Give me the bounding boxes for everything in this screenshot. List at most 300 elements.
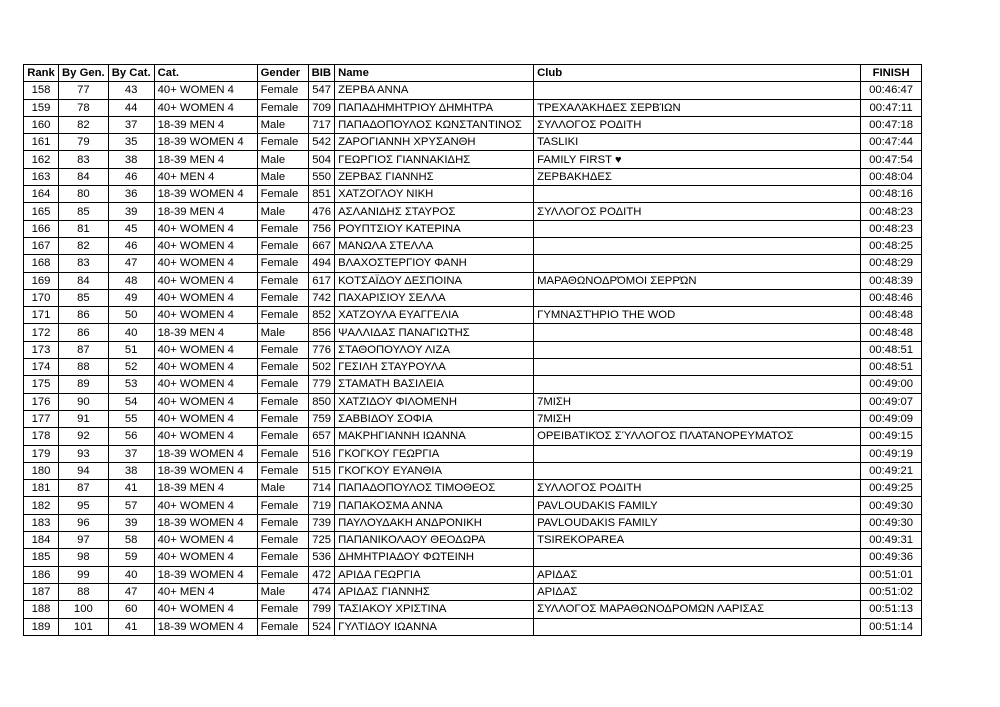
- category-cell: [154, 116, 257, 133]
- name-cell: [335, 462, 534, 479]
- bib-cell-text: 504: [312, 153, 332, 166]
- category-cell: [154, 272, 257, 289]
- by-gen-cell-text: 80: [77, 188, 90, 201]
- gender-cell-text: Male: [260, 482, 286, 495]
- rank-cell-text: 188: [31, 603, 51, 616]
- club-cell: [534, 359, 861, 376]
- by-gen-cell: [59, 341, 109, 358]
- rank-cell-text: 174: [31, 361, 51, 374]
- gender-cell-text: Female: [260, 430, 299, 443]
- category-cell-text: 18-39 MEN 4: [157, 482, 225, 495]
- by-gen-cell: [59, 186, 109, 203]
- club-cell: [534, 393, 861, 410]
- name-cell-text: ΔΗΜΗΤΡΙΑΔΟΥ ΦΩΤΕΙΝΗ: [338, 551, 475, 564]
- bib-cell-text: 547: [312, 84, 332, 97]
- bib-cell: [308, 359, 334, 376]
- rank-cell: [24, 601, 59, 618]
- col-cat-header: Cat.: [154, 65, 257, 82]
- rank-cell-text: 184: [31, 534, 51, 547]
- finish-cell: [861, 116, 922, 133]
- col-finish-header: FINISH: [861, 65, 922, 82]
- name-cell: [335, 324, 534, 341]
- category-cell: [154, 566, 257, 583]
- gender-cell-text: Female: [260, 188, 299, 201]
- category-cell: [154, 186, 257, 203]
- table-row: [24, 462, 922, 479]
- by-gen-cell-text: 88: [77, 586, 90, 599]
- rank-cell: [24, 134, 59, 151]
- by-cat-cell: [108, 116, 154, 133]
- gender-cell: [257, 99, 308, 116]
- finish-cell-text: 00:48:39: [869, 274, 914, 287]
- col-name-header: Name: [335, 65, 534, 82]
- by-gen-cell-text: 100: [73, 603, 93, 616]
- category-cell-text: 18-39 WOMEN 4: [157, 620, 244, 633]
- by-cat-cell-text: 46: [124, 240, 138, 253]
- category-cell: [154, 445, 257, 462]
- by-gen-cell-text: 98: [77, 551, 90, 564]
- name-cell: [335, 480, 534, 497]
- club-cell: [534, 307, 861, 324]
- gender-cell-text: Male: [260, 153, 286, 166]
- rank-cell: [24, 255, 59, 272]
- by-cat-cell: [108, 480, 154, 497]
- club-cell: [534, 549, 861, 566]
- club-cell: [534, 445, 861, 462]
- club-cell: [534, 116, 861, 133]
- by-gen-cell-text: 82: [77, 119, 90, 132]
- by-gen-cell-text: 86: [77, 309, 90, 322]
- gender-cell: [257, 393, 308, 410]
- bib-cell: [308, 410, 334, 427]
- bib-cell-text: 759: [312, 413, 332, 426]
- club-cell: [534, 480, 861, 497]
- category-cell: [154, 549, 257, 566]
- by-gen-cell: [59, 566, 109, 583]
- rank-cell-text: 182: [31, 499, 51, 512]
- rank-cell-text: 172: [31, 326, 51, 339]
- by-cat-cell-text: 46: [124, 170, 138, 183]
- bib-cell-text: 472: [312, 568, 332, 581]
- rank-cell: [24, 272, 59, 289]
- category-cell-text: 40+ WOMEN 4: [157, 499, 234, 512]
- bib-cell-text: 739: [312, 516, 332, 529]
- by-gen-cell: [59, 462, 109, 479]
- category-cell-text: 18-39 MEN 4: [157, 205, 225, 218]
- rank-cell-text: 183: [31, 516, 51, 529]
- by-gen-cell: [59, 237, 109, 254]
- by-cat-cell: [108, 359, 154, 376]
- bib-cell-text: 542: [312, 136, 332, 149]
- finish-cell: [861, 462, 922, 479]
- finish-cell-text: 00:49:07: [869, 395, 914, 408]
- by-cat-cell: [108, 134, 154, 151]
- club-cell: [534, 428, 861, 445]
- by-gen-cell: [59, 601, 109, 618]
- rank-cell: [24, 168, 59, 185]
- by-gen-cell-text: 89: [77, 378, 90, 391]
- name-cell: [335, 134, 534, 151]
- by-cat-cell: [108, 428, 154, 445]
- bib-cell: [308, 220, 334, 237]
- category-cell-text: 18-39 MEN 4: [157, 326, 225, 339]
- club-cell: [534, 203, 861, 220]
- table-row: [24, 324, 922, 341]
- bib-cell-text: 714: [312, 482, 332, 495]
- by-gen-cell: [59, 514, 109, 531]
- bib-cell: [308, 116, 334, 133]
- bib-cell-text: 725: [312, 534, 332, 547]
- finish-cell: [861, 532, 922, 549]
- finish-cell-text: 00:49:36: [869, 551, 914, 564]
- bib-cell-text: 799: [312, 603, 332, 616]
- bib-cell-text: 717: [312, 119, 332, 132]
- col-club-header: Club: [534, 65, 861, 82]
- gender-cell-text: Female: [260, 516, 299, 529]
- finish-cell: [861, 359, 922, 376]
- bib-cell-text: 776: [312, 343, 332, 356]
- gender-cell: [257, 220, 308, 237]
- finish-cell-text: 00:48:48: [869, 326, 914, 339]
- rank-cell-text: 164: [31, 188, 51, 201]
- rank-cell: [24, 151, 59, 168]
- finish-cell-text: 00:51:01: [869, 568, 914, 581]
- rank-cell-text: 187: [31, 586, 51, 599]
- bib-cell-text: 667: [312, 240, 332, 253]
- category-cell: [154, 618, 257, 635]
- by-cat-cell-text: 60: [124, 603, 138, 616]
- heart-icon: ♥: [615, 153, 622, 166]
- by-cat-cell-text: 40: [124, 326, 138, 339]
- name-cell: [335, 514, 534, 531]
- gender-cell: [257, 324, 308, 341]
- gender-cell: [257, 376, 308, 393]
- club-cell-text: TASLIKI: [537, 136, 579, 149]
- gender-cell-text: Female: [260, 84, 299, 97]
- club-cell-text: ΣΥΛΛΟΓΟΣ ΡΟΔΙΤΗ: [537, 482, 642, 495]
- name-cell: [335, 116, 534, 133]
- bib-cell-text: 524: [312, 620, 332, 633]
- name-cell: [335, 376, 534, 393]
- finish-cell: [861, 393, 922, 410]
- by-gen-cell-text: 92: [77, 430, 90, 443]
- gender-cell: [257, 341, 308, 358]
- club-cell: [534, 186, 861, 203]
- table-row: [24, 151, 922, 168]
- name-cell-text: ΣΤΑΘΟΠΟΥΛΟΥ ΛΙΖΑ: [338, 343, 450, 356]
- bib-cell: [308, 186, 334, 203]
- category-cell-text: 40+ WOMEN 4: [157, 292, 234, 304]
- finish-cell-text: 00:49:15: [869, 430, 914, 443]
- rank-cell-text: 160: [31, 119, 51, 132]
- gender-cell-text: Female: [260, 378, 299, 391]
- name-cell: [335, 289, 534, 306]
- by-cat-cell: [108, 618, 154, 635]
- gender-cell-text: Male: [260, 586, 286, 599]
- table-row: [24, 168, 922, 185]
- by-cat-cell-text: 44: [124, 101, 138, 114]
- gender-cell-text: Female: [260, 447, 299, 460]
- finish-cell-text: 00:48:04: [869, 170, 914, 183]
- by-gen-cell: [59, 549, 109, 566]
- by-gen-cell: [59, 272, 109, 289]
- by-gen-cell-text: 83: [77, 257, 90, 270]
- table-row: [24, 445, 922, 462]
- table-row: [24, 116, 922, 133]
- by-cat-cell: [108, 549, 154, 566]
- finish-cell: [861, 566, 922, 583]
- finish-cell-text: 00:49:09: [869, 413, 914, 426]
- finish-cell: [861, 272, 922, 289]
- name-cell-text: ΓΕΩΡΓΙΟΣ ΓΙΑΝΝΑΚΙΔΗΣ: [338, 153, 471, 166]
- table-row: [24, 289, 922, 306]
- category-cell-text: 40+ WOMEN 4: [157, 84, 234, 97]
- category-cell-text: 18-39 WOMEN 4: [157, 568, 244, 581]
- by-cat-cell: [108, 203, 154, 220]
- finish-cell: [861, 289, 922, 306]
- rank-cell-text: 180: [31, 464, 51, 477]
- category-cell-text: 40+ WOMEN 4: [157, 361, 234, 374]
- by-cat-cell: [108, 237, 154, 254]
- finish-cell: [861, 410, 922, 427]
- category-cell-text: 40+ WOMEN 4: [157, 395, 234, 408]
- rank-cell: [24, 393, 59, 410]
- finish-cell-text: 00:48:23: [869, 222, 914, 235]
- name-cell: [335, 410, 534, 427]
- by-cat-cell-text: 59: [124, 551, 138, 564]
- name-cell-text: ΚΟΤΣΑΪΔΟΥ ΔΕΣΠΟΙΝΑ: [338, 274, 463, 287]
- finish-cell-text: 00:48:48: [869, 309, 914, 322]
- rank-cell: [24, 532, 59, 549]
- club-cell-text: ΖΕΡΒΑΚΗΔΕΣ: [537, 170, 612, 183]
- category-cell: [154, 341, 257, 358]
- bib-cell-text: 515: [312, 464, 332, 477]
- bib-cell-text: 550: [312, 170, 332, 183]
- rank-cell: [24, 307, 59, 324]
- by-cat-cell-text: 47: [124, 586, 138, 599]
- rank-cell: [24, 341, 59, 358]
- category-cell-text: 40+ WOMEN 4: [157, 603, 234, 616]
- by-cat-cell-text: 56: [124, 430, 138, 443]
- category-cell-text: 40+ MEN 4: [157, 586, 215, 599]
- table-row: [24, 220, 922, 237]
- by-cat-cell: [108, 532, 154, 549]
- club-cell-text: ΓΥΜΝΑΣΤΉΡΙΟ THE WOD: [537, 309, 676, 322]
- gender-cell-text: Male: [260, 205, 286, 218]
- rank-cell: [24, 583, 59, 600]
- gender-cell-text: Female: [260, 603, 299, 616]
- rank-cell-text: 176: [31, 395, 51, 408]
- finish-cell-text: 00:49:00: [869, 378, 914, 391]
- table-row: [24, 601, 922, 618]
- name-cell-text: ΓΕΣΙΛΗ ΣΤΑΥΡΟΥΛΑ: [338, 361, 446, 374]
- bib-cell: [308, 462, 334, 479]
- gender-cell: [257, 168, 308, 185]
- name-cell-text: ΑΡΙΔΑ ΓΕΩΡΓΙΑ: [338, 568, 421, 581]
- by-gen-cell-text: 91: [77, 413, 90, 426]
- rank-cell-text: 181: [31, 482, 51, 495]
- rank-cell-text: 168: [31, 257, 51, 270]
- col-bib-header: BIB: [308, 65, 334, 82]
- table-row: [24, 186, 922, 203]
- finish-cell: [861, 497, 922, 514]
- finish-cell: [861, 324, 922, 341]
- name-cell-text: ΠΑΥΛΟΥΔΑΚΗ ΑΝΔΡΟΝΙΚΗ: [338, 516, 482, 529]
- name-cell-text: ΧΑΤΖΙΔΟΥ ΦΙΛΟΜΕΝΗ: [338, 395, 457, 408]
- category-cell-text: 40+ WOMEN 4: [157, 413, 234, 426]
- bib-cell: [308, 583, 334, 600]
- gender-cell: [257, 134, 308, 151]
- gender-cell: [257, 532, 308, 549]
- finish-cell: [861, 428, 922, 445]
- by-cat-cell-text: 40: [124, 568, 138, 581]
- club-cell-text: ΑΡΙΔΑΣ: [537, 586, 578, 599]
- name-cell: [335, 272, 534, 289]
- category-cell: [154, 324, 257, 341]
- name-cell: [335, 99, 534, 116]
- finish-cell: [861, 82, 922, 99]
- by-cat-cell: [108, 497, 154, 514]
- name-cell-text: ΑΡΙΔΑΣ ΓΙΑΝΝΗΣ: [338, 586, 430, 599]
- by-cat-cell: [108, 566, 154, 583]
- table-row: [24, 341, 922, 358]
- by-cat-cell: [108, 307, 154, 324]
- name-cell: [335, 220, 534, 237]
- name-cell-text: ΓΥΛΤΙΔΟΥ ΙΩΑΝΝΑ: [338, 620, 437, 633]
- bib-cell-text: 494: [312, 257, 332, 270]
- rank-cell: [24, 618, 59, 635]
- by-cat-cell: [108, 341, 154, 358]
- bib-cell-text: 756: [312, 222, 332, 235]
- finish-cell-text: 00:49:30: [869, 499, 914, 512]
- finish-cell-text: 00:49:19: [869, 447, 914, 460]
- by-cat-cell: [108, 601, 154, 618]
- category-cell-text: 40+ WOMEN 4: [157, 309, 234, 322]
- rank-cell: [24, 445, 59, 462]
- by-gen-cell: [59, 151, 109, 168]
- category-cell-text: 18-39 WOMEN 4: [157, 447, 244, 460]
- category-cell-text: 40+ WOMEN 4: [157, 378, 234, 391]
- table-row: [24, 99, 922, 116]
- by-gen-cell: [59, 445, 109, 462]
- gender-cell: [257, 307, 308, 324]
- name-cell: [335, 583, 534, 600]
- club-cell: [534, 99, 861, 116]
- bib-cell-text: 850: [312, 395, 332, 408]
- club-cell: [534, 514, 861, 531]
- gender-cell-text: Female: [260, 361, 299, 374]
- name-cell: [335, 428, 534, 445]
- club-cell: [534, 82, 861, 99]
- finish-cell: [861, 237, 922, 254]
- by-cat-cell: [108, 186, 154, 203]
- club-cell-text: 7ΜΙΣΗ: [537, 413, 572, 426]
- club-cell: [534, 168, 861, 185]
- by-gen-cell: [59, 393, 109, 410]
- table-row: [24, 134, 922, 151]
- by-gen-cell-text: 88: [77, 361, 90, 374]
- category-cell-text: 18-39 WOMEN 4: [157, 136, 244, 149]
- bib-cell: [308, 445, 334, 462]
- by-cat-cell-text: 50: [124, 309, 138, 322]
- rank-cell: [24, 376, 59, 393]
- gender-cell: [257, 186, 308, 203]
- category-cell-text: 40+ WOMEN 4: [157, 274, 234, 287]
- gender-cell-text: Male: [260, 326, 286, 339]
- table-row: [24, 497, 922, 514]
- rank-cell-text: 175: [31, 378, 51, 391]
- category-cell: [154, 601, 257, 618]
- by-cat-cell-text: 41: [124, 620, 138, 633]
- club-cell: [534, 410, 861, 427]
- by-cat-cell: [108, 393, 154, 410]
- club-cell: [534, 255, 861, 272]
- finish-cell-text: 00:47:11: [869, 101, 913, 114]
- table-row: [24, 549, 922, 566]
- rank-cell: [24, 549, 59, 566]
- by-cat-cell-text: 57: [124, 499, 138, 512]
- bib-cell: [308, 514, 334, 531]
- finish-cell-text: 00:51:14: [869, 620, 914, 633]
- category-cell: [154, 376, 257, 393]
- gender-cell-text: Female: [260, 240, 299, 253]
- by-cat-cell: [108, 255, 154, 272]
- gender-cell-text: Male: [260, 170, 286, 183]
- by-cat-cell: [108, 82, 154, 99]
- rank-cell-text: 189: [31, 620, 51, 633]
- by-cat-cell: [108, 168, 154, 185]
- finish-cell-text: 00:49:31: [869, 534, 914, 547]
- rank-cell-text: 179: [31, 447, 51, 460]
- bib-cell: [308, 393, 334, 410]
- bib-cell-text: 657: [312, 430, 332, 443]
- category-cell: [154, 514, 257, 531]
- category-cell: [154, 393, 257, 410]
- by-cat-cell-text: 36: [124, 188, 138, 201]
- name-cell-text: ΖΕΡΒΑΣ ΓΙΑΝΝΗΣ: [338, 170, 434, 183]
- by-cat-cell-text: 48: [124, 274, 138, 287]
- category-cell-text: 40+ WOMEN 4: [157, 240, 234, 253]
- bib-cell-text: 516: [312, 447, 332, 460]
- gender-cell-text: Male: [260, 119, 286, 132]
- bib-cell-text: 709: [312, 101, 332, 114]
- category-cell: [154, 428, 257, 445]
- finish-cell: [861, 99, 922, 116]
- by-cat-cell: [108, 220, 154, 237]
- name-cell-text: ΒΛΑΧΟΣΤΕΡΓΙΟΥ ΦΑΝΗ: [338, 257, 467, 270]
- gender-cell: [257, 480, 308, 497]
- bib-cell: [308, 289, 334, 306]
- category-cell: [154, 289, 257, 306]
- category-cell-text: 40+ WOMEN 4: [157, 430, 234, 443]
- name-cell-text: ΣΑΒΒΙΔΟΥ ΣΟΦΙΑ: [338, 413, 433, 426]
- club-cell-text: ΤΡΕΧΑΛΆΚΗΔΕΣ ΣΕΡΒΊΩΝ: [537, 101, 681, 114]
- finish-cell: [861, 307, 922, 324]
- by-cat-cell: [108, 99, 154, 116]
- by-cat-cell: [108, 514, 154, 531]
- rank-cell: [24, 203, 59, 220]
- rank-cell: [24, 514, 59, 531]
- gender-cell: [257, 428, 308, 445]
- rank-cell: [24, 220, 59, 237]
- category-cell-text: 40+ WOMEN 4: [157, 222, 234, 235]
- name-cell-text: ΠΑΠΑΔΗΜΗΤΡΙΟΥ ΔΗΜΗΤΡΑ: [338, 101, 494, 114]
- by-cat-cell-text: 45: [124, 222, 138, 235]
- gender-cell: [257, 497, 308, 514]
- category-cell-text: 18-39 WOMEN 4: [157, 188, 244, 201]
- name-cell-text: ΧΑΤΖΟΥΛΑ ΕΥΑΓΓΕΛΙΑ: [338, 309, 459, 322]
- category-cell-text: 40+ WOMEN 4: [157, 257, 234, 270]
